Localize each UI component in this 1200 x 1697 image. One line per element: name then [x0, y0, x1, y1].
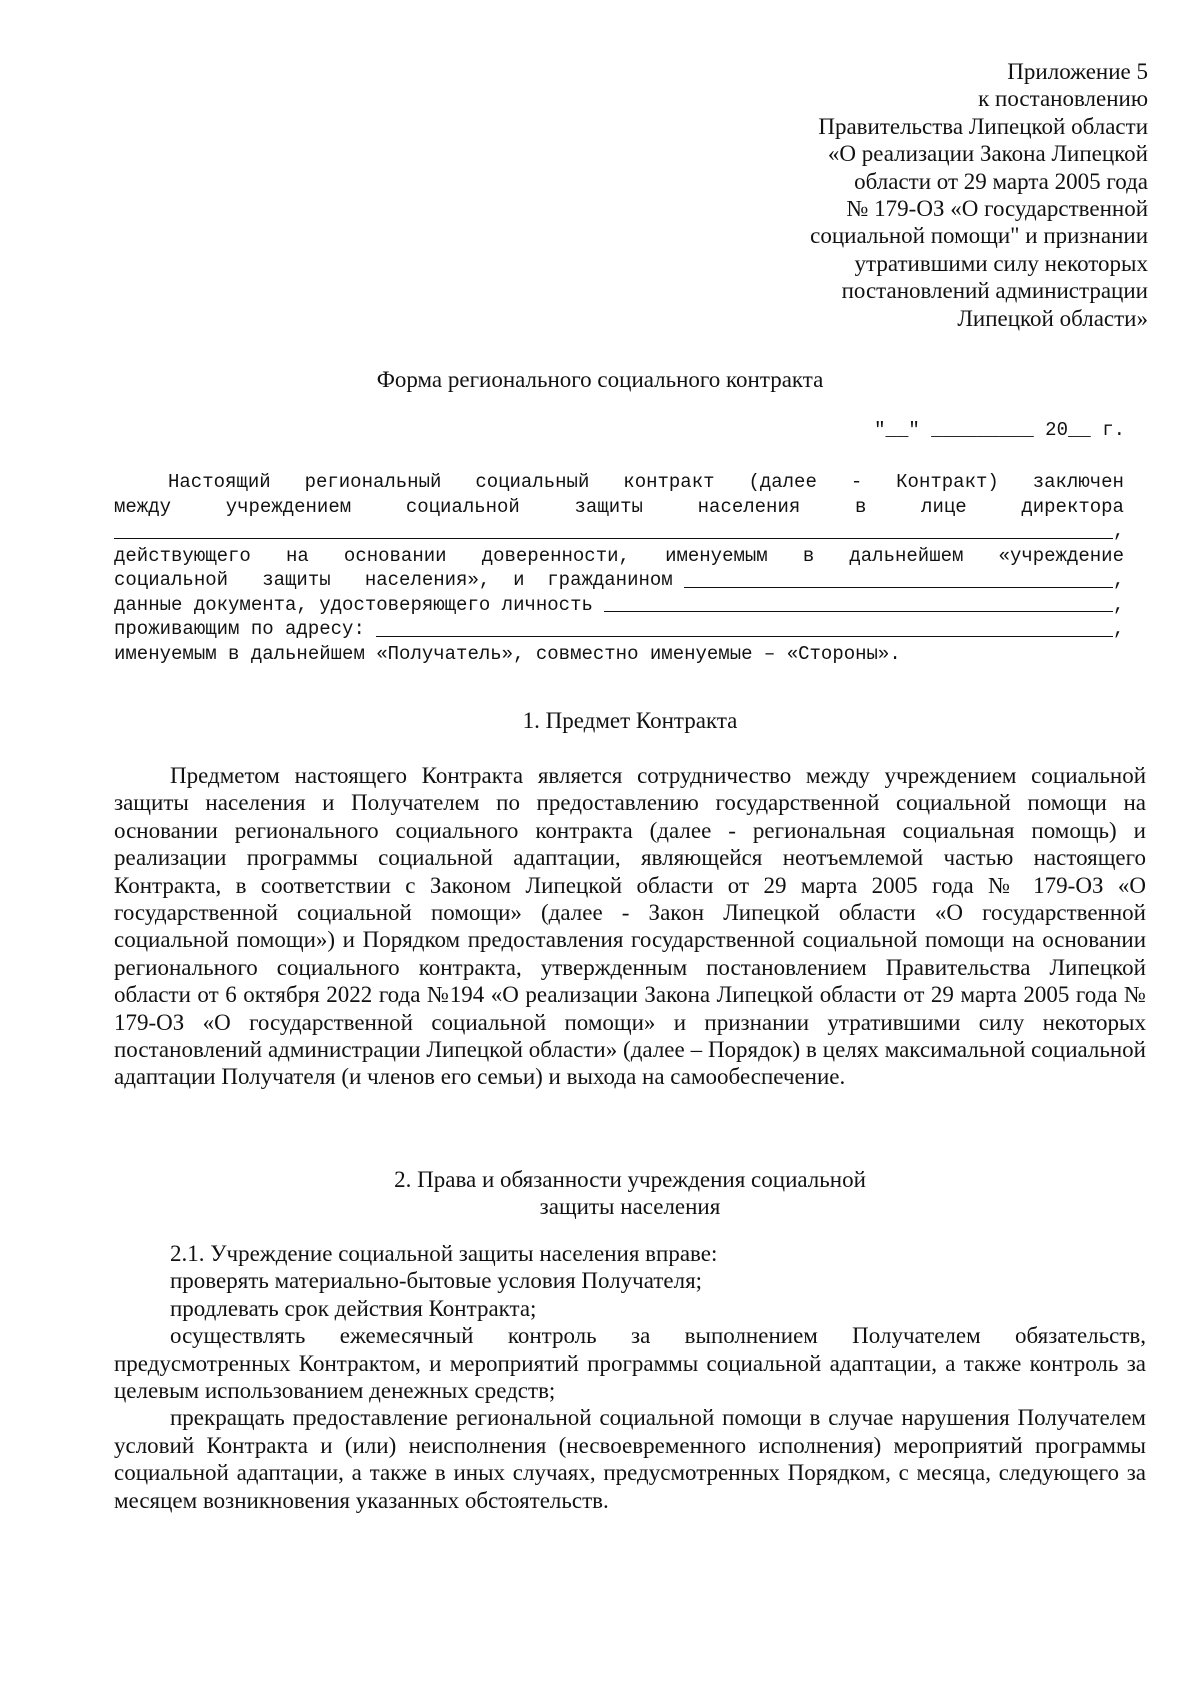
intro-word: лице	[921, 495, 967, 518]
section-1-body	[114, 762, 1146, 1091]
header-line: области от 29 марта 2005 года	[854, 168, 1148, 194]
intro-word: доверенности,	[481, 544, 630, 567]
header-line: утратившими силу некоторых	[854, 250, 1148, 276]
header-line: социальной помощи" и признании	[810, 223, 1148, 249]
address-label: проживающим по адресу:	[114, 618, 377, 640]
section-1-title: 1. Предмет Контракта	[522, 708, 738, 733]
intro-word: основании	[343, 544, 447, 567]
intro-word: социальный	[475, 471, 590, 493]
intro-word: Контракт)	[896, 471, 999, 493]
intro-line: именуемым в дальнейшем «Получатель», совместно именуемые – «Стороны».	[114, 642, 901, 665]
intro-word: в	[854, 495, 867, 518]
intro-word: региональный	[304, 471, 442, 493]
appendix-header	[548, 58, 1148, 332]
header-line: Приложение 5	[1007, 59, 1148, 84]
date-field: "__" _________ 20__ г.	[874, 419, 1125, 441]
intro-line	[114, 470, 1124, 495]
intro-word: в	[802, 544, 815, 567]
section-1-paragraph: Предметом настоящего Контракта является сотрудничество между учреждением социальной защиты населения и Получателем по предоставлению государственной социальной помощи на основании регионального социального контракта (далее - региональная социальная помощь) и реализации программы социальной адаптации, являющейся неотъемлемой частью настоящего Контракта, в соответствии с Законом Липецкой области от 29 марта 2005 года № 179-ОЗ «О государственной социальной помощи» (далее - Закон Липецкой области «О государственной социальной помощи») и Порядком предоставления государственной социальной помощи на основании регионального социального контракта, утвержденным постановлением Правительства Липецкой области от 6 октября 2022 года №194 «О реализации Закона Липецкой области от 29 марта 2005 года № 179-ОЗ «О государственной социальной помощи» и признании утратившими силу некоторых постановлений администрации Липецкой области» (далее – Порядок) в целях максимальной социальной адаптации Получателя (и членов его семьи) и выхода на самообеспечение.	[114, 763, 1146, 1090]
section-2-title	[0, 1166, 1200, 1221]
intro-word: действующего	[114, 544, 251, 567]
intro-word: на	[285, 544, 309, 567]
field-comma: ,	[1113, 593, 1125, 616]
intro-word: (далее	[748, 471, 817, 493]
citizen-name-field[interactable]	[114, 568, 1124, 593]
section-2-item: 2.1. Учреждение социальной защиты населения вправе:	[170, 1241, 718, 1266]
intro-word: заключен	[1032, 471, 1124, 493]
section-2-title-line: 2. Права и обязанности учреждения социальной	[394, 1167, 866, 1192]
header-line: № 179-ОЗ «О государственной	[846, 196, 1148, 222]
field-comma: ,	[1113, 569, 1125, 591]
field-comma: ,	[1113, 618, 1125, 640]
section-2-body	[114, 1240, 1146, 1514]
citizen-label: социальной защиты населения», и гражданином	[114, 569, 685, 591]
header-line: «О реализации Закона Липецкой	[827, 141, 1148, 167]
section-2-item: проверять материально-бытовые условия Получателя;	[170, 1268, 703, 1294]
section-2-item: осуществлять ежемесячный контроль за выполнением Получателем обязательств, предусмотренных Контрактом, и мероприятий программы социальной адаптации, а также контроль за целевым использованием денежных средств;	[114, 1323, 1146, 1404]
section-2-title-line: защиты населения	[539, 1194, 721, 1220]
contract-intro	[114, 470, 1124, 666]
section-2-item: продлевать срок действия Контракта;	[170, 1295, 537, 1321]
intro-line	[114, 495, 1124, 520]
field-comma: ,	[1113, 520, 1125, 542]
intro-word: директора	[1021, 495, 1124, 518]
form-title: Форма регионального социального контракта	[376, 367, 824, 392]
intro-word: населения	[697, 495, 801, 518]
blank-underline	[376, 635, 1113, 637]
intro-word: дальнейшем	[849, 544, 964, 567]
id-document-label: данные документа, удостоверяющего личность	[114, 593, 605, 616]
intro-word: социальной	[405, 495, 520, 518]
blank-underline	[114, 537, 1113, 539]
director-name-field[interactable]	[114, 519, 1124, 544]
intro-word: -	[850, 471, 863, 493]
header-line: Правительства Липецкой области	[818, 113, 1148, 139]
intro-word: именуемым	[665, 544, 768, 567]
header-line: Липецкой области»	[957, 305, 1148, 331]
intro-word: между	[114, 495, 172, 518]
section-2-item: прекращать предоставление региональной социальной помощи в случае нарушения Получателем условий Контракта и (или) неисполнения (несвоевременного исполнения) мероприятий программы социальной адаптации, а также в иных случаях, предусмотренных Порядком, с месяца, следующего за месяцем возникновения указанных обстоятельств.	[114, 1405, 1146, 1513]
header-line: постановлений администрации	[841, 278, 1148, 304]
intro-word: учреждением	[225, 495, 352, 518]
intro-line	[114, 544, 1124, 569]
intro-word: защиты	[574, 495, 643, 518]
id-document-field[interactable]	[114, 593, 1124, 618]
blank-underline	[604, 610, 1113, 612]
address-field[interactable]	[114, 617, 1124, 642]
intro-word: контракт	[623, 471, 715, 493]
intro-word: «учреждение	[998, 544, 1124, 567]
intro-word: Настоящий	[168, 471, 271, 493]
header-line: к постановлению	[978, 86, 1148, 112]
blank-underline	[684, 586, 1113, 588]
